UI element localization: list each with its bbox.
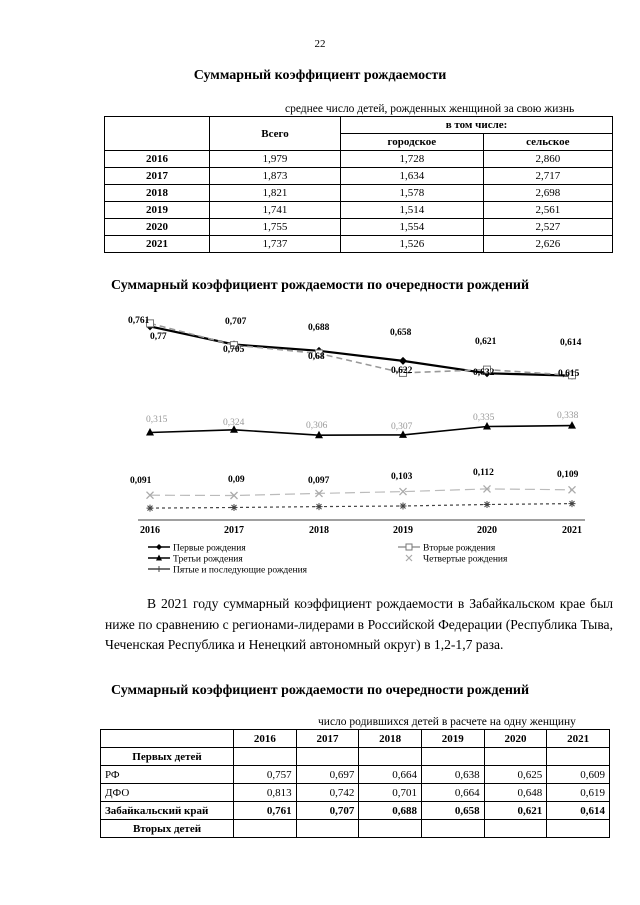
urban-cell: 1,578 (341, 185, 484, 202)
data-point (569, 500, 576, 507)
rural-cell: 2,527 (483, 219, 612, 236)
table2-corner (101, 730, 234, 748)
data-label: 0,335 (473, 413, 495, 423)
table1-header-group: в том числе: (341, 117, 613, 134)
legend-item (398, 555, 508, 565)
legend-item (398, 544, 496, 554)
fertility-rate-table (104, 116, 613, 253)
region-label: Забайкальский край (101, 802, 234, 820)
data-label: 0,097 (308, 476, 330, 486)
body-paragraph: В 2021 году суммарный коэффициент рождаемости в Забайкальском крае был ниже по сравнению с регионами-лидерами в Российской Федерации (Республика Тыва, Чеченская Республика и Ненецкий автономный округ) в 1,2-1,7 раза. (105, 596, 613, 652)
data-label: 0,705 (223, 345, 245, 355)
value-cell: 0,813 (234, 784, 297, 802)
table-row (105, 151, 613, 168)
data-point (316, 503, 323, 510)
empty-cell (359, 748, 422, 766)
group-label: Вторых детей (101, 820, 234, 838)
rural-cell: 2,698 (483, 185, 612, 202)
table-row (105, 168, 613, 185)
empty-cell (421, 820, 484, 838)
x-tick-label: 2017 (224, 525, 244, 536)
data-label: 0,315 (146, 415, 168, 425)
legend-item (148, 544, 246, 554)
value-cell: 0,625 (484, 766, 547, 784)
value-cell: 0,638 (421, 766, 484, 784)
value-cell: 0,664 (359, 766, 422, 784)
legend-label: Вторые рождения (423, 543, 496, 554)
year-cell: 2021 (105, 236, 210, 253)
legend-label: Третьи рождения (173, 554, 243, 565)
data-point (569, 486, 576, 493)
group-row (101, 820, 610, 838)
empty-cell (296, 820, 359, 838)
value-cell: 0,707 (296, 802, 359, 820)
x-tick-label: 2020 (477, 525, 497, 536)
data-point (147, 505, 154, 512)
table-row (101, 802, 610, 820)
year-cell: 2018 (105, 185, 210, 202)
urban-cell: 1,526 (341, 236, 484, 253)
series-line (150, 326, 572, 375)
value-cell: 0,701 (359, 784, 422, 802)
empty-cell (547, 820, 610, 838)
rural-cell: 2,860 (483, 151, 612, 168)
group-row (101, 748, 610, 766)
table1-corner (105, 117, 210, 151)
x-tick-label: 2019 (393, 525, 413, 536)
value-cell: 0,658 (421, 802, 484, 820)
series-5 (147, 500, 576, 512)
data-label: 0,09 (228, 475, 245, 485)
urban-cell: 1,634 (341, 168, 484, 185)
total-cell: 1,979 (210, 151, 341, 168)
birth-order-table (100, 729, 610, 838)
data-label: 0,621 (475, 337, 497, 347)
data-point (484, 501, 491, 508)
urban-cell: 1,728 (341, 151, 484, 168)
table1-header-total: Всего (210, 117, 341, 151)
year-cell: 2020 (105, 219, 210, 236)
data-label: 0,091 (130, 476, 152, 486)
data-point (400, 503, 407, 510)
year-header: 2020 (484, 730, 547, 748)
data-label: 0,614 (560, 338, 582, 348)
birth-order-line-chart (100, 300, 620, 582)
data-label: 0,306 (306, 421, 328, 431)
series-2 (147, 320, 576, 379)
table1-title: Суммарный коэффициент рождаемости (193, 68, 447, 83)
data-label: 0,109 (557, 470, 579, 480)
value-cell: 0,621 (484, 802, 547, 820)
year-header: 2017 (296, 730, 359, 748)
empty-cell (547, 748, 610, 766)
value-cell: 0,664 (421, 784, 484, 802)
empty-cell (296, 748, 359, 766)
series-1 (146, 322, 576, 379)
value-cell: 0,688 (359, 802, 422, 820)
value-cell: 0,648 (484, 784, 547, 802)
data-label: 0,338 (557, 411, 579, 421)
series-line (150, 426, 572, 436)
x-tick-label: 2016 (140, 525, 160, 536)
rural-cell: 2,717 (483, 168, 612, 185)
data-label: 0,103 (391, 472, 413, 482)
year-header: 2021 (547, 730, 610, 748)
value-cell: 0,761 (234, 802, 297, 820)
table1-header-urban: городское (341, 134, 484, 151)
table1-header-rural: сельское (483, 134, 612, 151)
year-cell: 2017 (105, 168, 210, 185)
year-cell: 2016 (105, 151, 210, 168)
value-cell: 0,742 (296, 784, 359, 802)
region-label: ДФО (101, 784, 234, 802)
total-cell: 1,737 (210, 236, 341, 253)
urban-cell: 1,554 (341, 219, 484, 236)
series-line (150, 489, 572, 496)
page-number: 22 (314, 38, 326, 50)
data-label: 0,688 (308, 323, 330, 333)
year-header: 2019 (421, 730, 484, 748)
series-4 (147, 485, 576, 499)
data-label: 0,307 (391, 422, 413, 432)
data-label: 0,112 (473, 468, 494, 478)
table-row (101, 766, 610, 784)
empty-cell (234, 820, 297, 838)
x-tick-label: 2021 (562, 525, 582, 536)
data-label: 0,707 (225, 317, 247, 327)
table-row (105, 236, 613, 253)
value-cell: 0,697 (296, 766, 359, 784)
value-cell: 0,614 (547, 802, 610, 820)
data-label: 0,324 (223, 418, 245, 428)
data-label: 0,632 (473, 368, 495, 378)
legend-label: Пятые и последующие рождения (173, 565, 308, 576)
year-header: 2016 (234, 730, 297, 748)
empty-cell (421, 748, 484, 766)
rural-cell: 2,561 (483, 202, 612, 219)
data-label: 0,622 (391, 366, 413, 376)
total-cell: 1,873 (210, 168, 341, 185)
table-row (101, 784, 610, 802)
series-line (150, 504, 572, 509)
rural-cell: 2,626 (483, 236, 612, 253)
value-cell: 0,757 (234, 766, 297, 784)
chart-title: Суммарный коэффициент рождаемости по очередности рождений (110, 278, 530, 293)
table1-caption: среднее число детей, рожденных женщиной за свою жизнь (285, 103, 575, 115)
total-cell: 1,741 (210, 202, 341, 219)
group-label: Первых детей (101, 748, 234, 766)
total-cell: 1,821 (210, 185, 341, 202)
legend-label: Четвертые рождения (423, 554, 508, 565)
table-row (105, 219, 613, 236)
year-cell: 2019 (105, 202, 210, 219)
data-label: 0,658 (390, 328, 412, 338)
data-label: 0,68 (308, 352, 325, 362)
year-header: 2018 (359, 730, 422, 748)
empty-cell (359, 820, 422, 838)
urban-cell: 1,514 (341, 202, 484, 219)
table-row (105, 185, 613, 202)
x-tick-label: 2018 (309, 525, 329, 536)
value-cell: 0,619 (547, 784, 610, 802)
table2-title: Суммарный коэффициент рождаемости по очередности рождений (110, 683, 530, 698)
empty-cell (484, 820, 547, 838)
series-line (150, 323, 572, 375)
data-label: 0,615 (558, 369, 580, 379)
data-point (231, 504, 238, 511)
series-3 (146, 421, 576, 438)
table-row (105, 202, 613, 219)
data-label: 0,77 (150, 332, 167, 342)
data-point (399, 357, 407, 365)
region-label: РФ (101, 766, 234, 784)
data-label: 0,761 (128, 316, 150, 326)
legend-item (148, 555, 243, 565)
legend-item (148, 566, 308, 576)
empty-cell (484, 748, 547, 766)
legend-label: Первые рождения (173, 543, 246, 554)
value-cell: 0,609 (547, 766, 610, 784)
total-cell: 1,755 (210, 219, 341, 236)
empty-cell (234, 748, 297, 766)
table2-caption: число родившихся детей в расчете на одну женщину (318, 716, 576, 728)
